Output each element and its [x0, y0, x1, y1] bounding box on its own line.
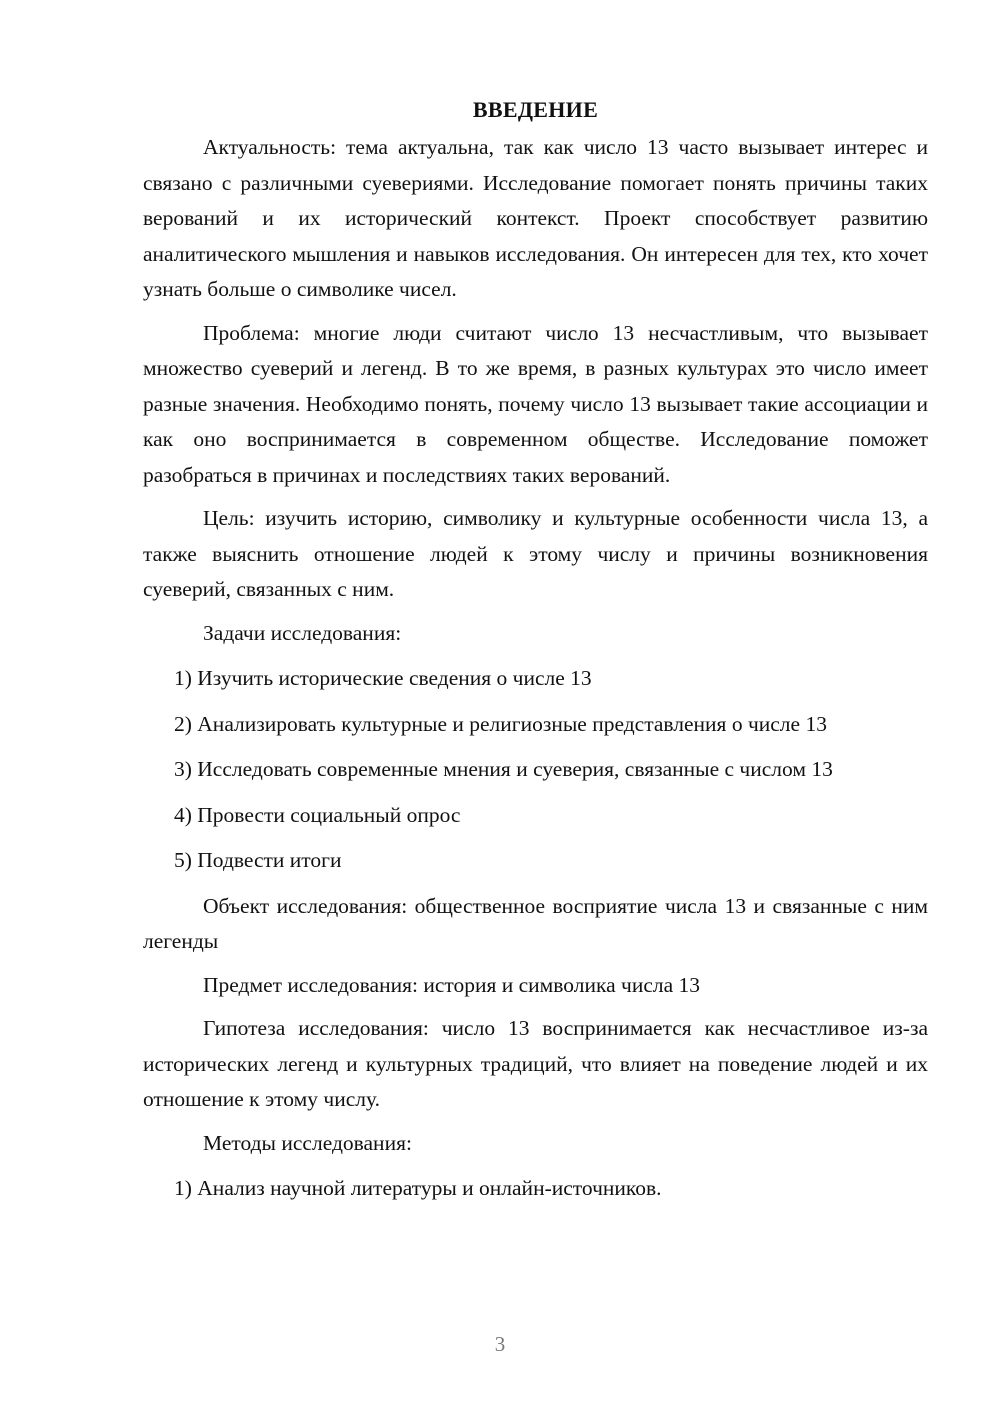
task-item: 5) Подвести итоги: [174, 848, 342, 872]
page-number: 3: [494, 1332, 506, 1356]
task-item: 3) Исследовать современные мнения и суеверия, связанные с числом 13: [174, 757, 833, 781]
subject-paragraph: Предмет исследования: история и символика числа 13: [203, 972, 701, 997]
hypothesis-paragraph: Гипотеза исследования: число 13 воспринимается как несчастливое из-за исторических легенд и культурных традиций, что влияет на поведение людей и их отношение к этому числу.: [143, 1016, 928, 1111]
task-item: 4) Провести социальный опрос: [174, 802, 461, 827]
relevance-paragraph: Актуальность: тема актуальна, так как число 13 часто вызывает интерес и связано с различными суевериями. Исследование помогает понять причины таких верований и их исторический контекст. Проект способствует развитию аналитического мышления и навыков исследования. Он интересен для тех, кто хочет узнать больше о символике чисел.: [143, 135, 928, 301]
task-item: 2) Анализировать культурные и религиозные представления о числе 13: [174, 711, 827, 736]
section-heading: ВВЕДЕНИЕ: [472, 97, 599, 122]
tasks-heading: Задачи исследования:: [203, 620, 402, 645]
methods-heading: Методы исследования:: [203, 1130, 412, 1155]
object-paragraph: Объект исследования: общественное восприятие числа 13 и связанные с ним легенды: [143, 893, 928, 953]
task-item: 1) Изучить исторические сведения о числе 13: [174, 666, 592, 690]
problem-paragraph: Проблема: многие люди считают число 13 несчастливым, что вызывает множество суеверий и легенд. В то же время, в разных культурах это число имеет разные значения. Необходимо понять, почему число 13 вызывает такие ассоциации и как оно воспринимается в современном обществе. Исследование поможет разобраться в причинах и последствиях таких верований.: [143, 320, 928, 487]
method-item: 1) Анализ научной литературы и онлайн-источников.: [174, 1176, 662, 1200]
goal-paragraph: Цель: изучить историю, символику и культурные особенности числа 13, а также выяснить отношение людей к этому числу и причины возникновения суеверий, связанных с ним.: [143, 506, 928, 601]
